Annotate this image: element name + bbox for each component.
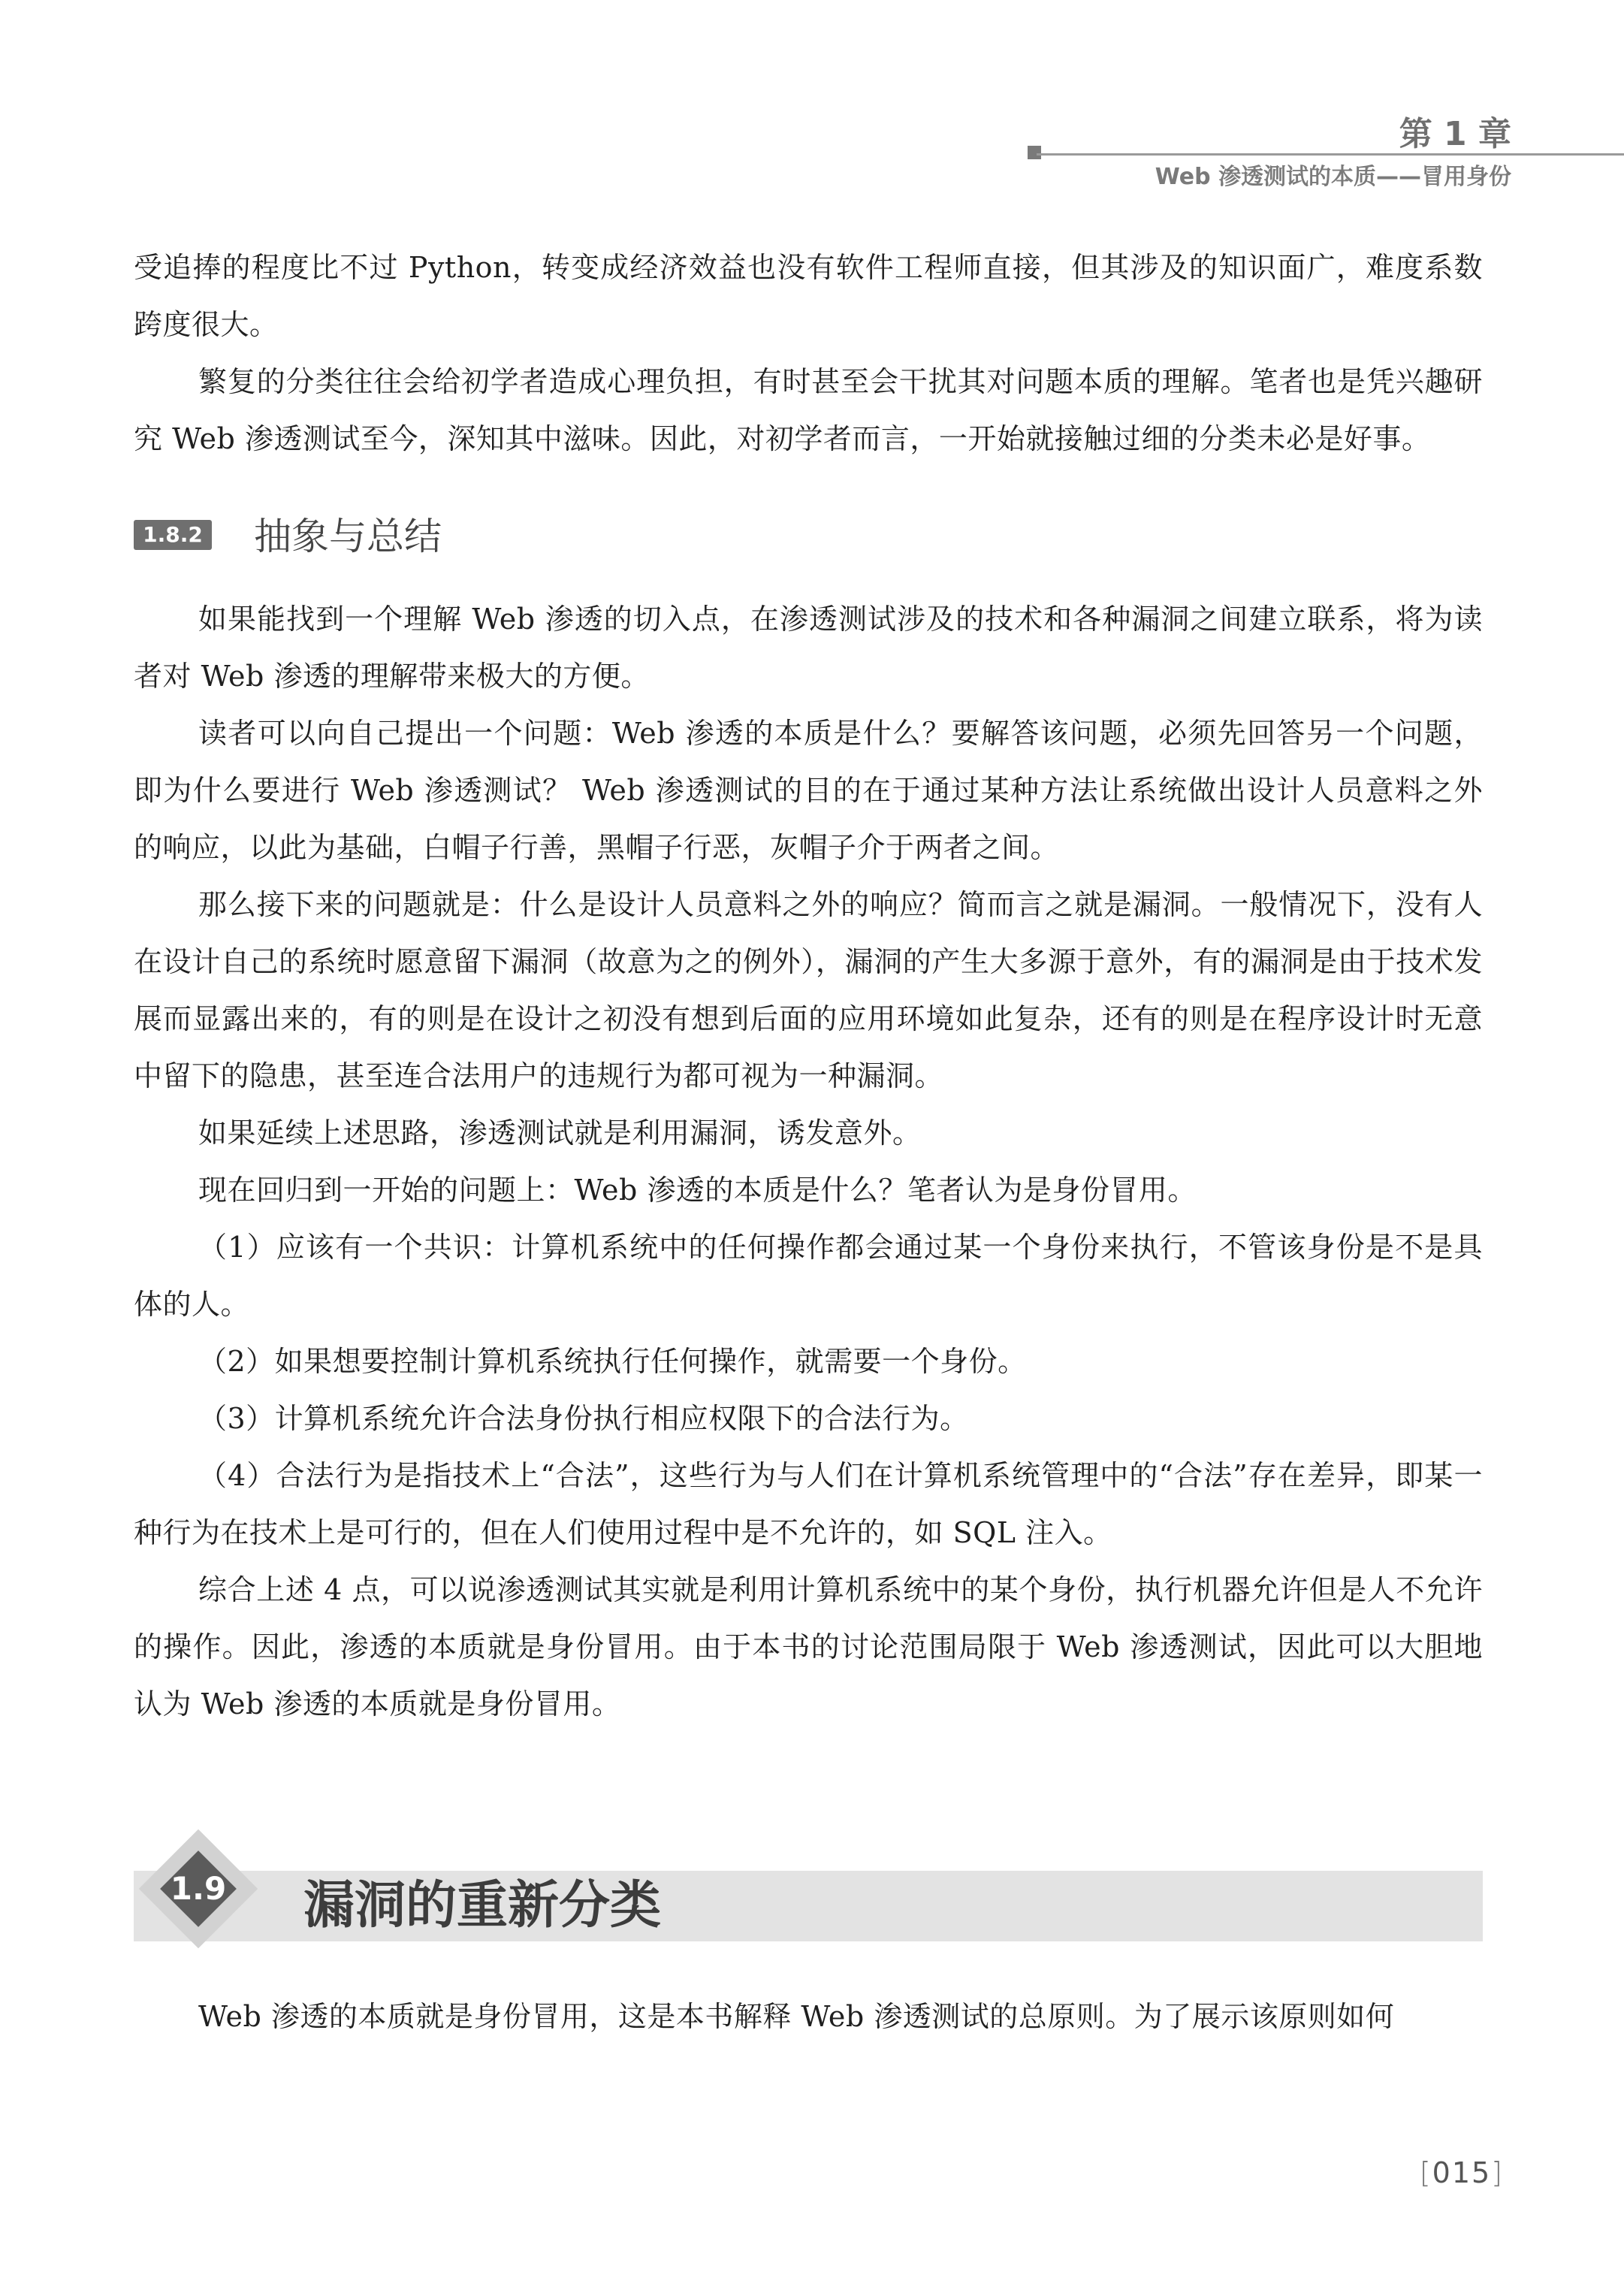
paragraph-top-2: 繁复的分类往往会给初学者造成心理负担，有时甚至会干扰其对问题本质的理解。笔者也是凭兴趣研究 Web 渗透测试至今，深知其中滋味。因此，对初学者而言，一开始就接触过细的分类未必是好事。 [134,365,1483,455]
chapter-section-number: 1.9 [170,1870,227,1907]
header-rule [1037,153,1624,156]
chapter-subtitle: Web 渗透测试的本质——冒用身份 [1155,164,1511,190]
chapter-section-heading [134,1836,1483,1977]
header-square-marker [1028,146,1041,159]
paragraph-section-3: 那么接下来的问题就是：什么是设计人员意料之外的响应？简而言之就是漏洞。一般情况下，没有人在设计自己的系统时愿意留下漏洞（故意为之的例外），漏洞的产生大多源于意外，有的漏洞是由于技术发展而显露出来的，有的则是在设计之初没有想到后面的应用环境如此复杂，还有的则是在程序设计时无意中留下的隐患，甚至连合法用户的违规行为都可视为一种漏洞。 [134,888,1483,1092]
page-body [134,239,1483,2045]
paragraph-section-summary: 综合上述 4 点，可以说渗透测试其实就是利用计算机系统中的某个身份，执行机器允许但是人不允许的操作。因此，渗透的本质就是身份冒用。由于本书的讨论范围局限于 Web 渗透测试，因此可以大胆地认为 Web 渗透的本质就是身份冒用。 [134,1573,1483,1721]
paragraph-top-1: 受追捧的程度比不过 Python，转变成经济效益也没有软件工程师直接，但其涉及的知识面广，难度系数跨度很大。 [134,251,1483,341]
paragraph-section-1: 如果能找到一个理解 Web 渗透的切入点，在渗透测试涉及的技术和各种漏洞之间建立联系，将为读者对 Web 渗透的理解带来极大的方便。 [134,603,1483,693]
paragraph-section-4: 如果延续上述思路，渗透测试就是利用漏洞，诱发意外。 [198,1116,922,1150]
page-number-value: 015 [1432,2156,1492,2189]
list-item-3: （3）计算机系统允许合法身份执行相应权限下的合法行为。 [198,1402,969,1435]
page-number-bracket-left: [ [1419,2156,1432,2189]
paragraph-section-2: 读者可以向自己提出一个问题：Web 渗透的本质是什么？要解答该问题，必须先回答另一个问题，即为什么要进行 Web 渗透测试？ Web 渗透测试的目的在于通过某种方法让系统做出设计人员意料之外的响应，以此为基础，白帽子行善，黑帽子行恶，灰帽子介于两者之间。 [134,717,1483,864]
list-item-2: （2）如果想要控制计算机系统执行任何操作，就需要一个身份。 [198,1345,1027,1378]
section-heading [134,497,1483,582]
paragraph-section-5: 现在回归到一开始的问题上：Web 渗透的本质是什么？笔者认为是身份冒用。 [198,1174,1197,1207]
list-item-1: （1）应该有一个共识：计算机系统中的任何操作都会通过某一个身份来执行，不管该身份是不是具体的人。 [134,1231,1483,1321]
page-number [1420,2156,1504,2189]
page-number-bracket-right: ] [1491,2156,1504,2189]
section-title: 抽象与总结 [254,515,442,558]
chapter-section-title: 漏洞的重新分类 [303,1876,662,1935]
list-item-4: （4）合法行为是指技术上“合法”，这些行为与人们在计算机系统管理中的“合法”存在差异，即某一种行为在技术上是可行的，但在人们使用过程中是不允许的，如 SQL 注入。 [134,1459,1483,1549]
section-number-badge: 1.8.2 [134,520,212,550]
page-header [0,0,1624,195]
paragraph-bottom: Web 渗透的本质就是身份冒用，这是本书解释 Web 渗透测试的总原则。为了展示该原则如何 [198,2000,1395,2033]
chapter-label: 第 1 章 [1399,115,1511,153]
